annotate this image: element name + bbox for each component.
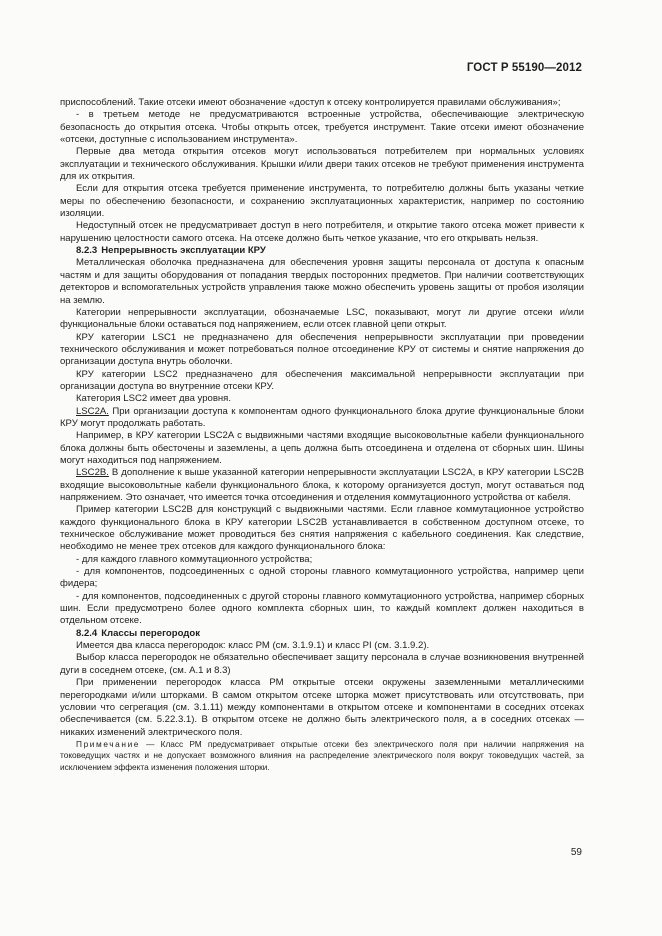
page-body: [60, 97, 584, 773]
paragraph: Недоступный отсек не предусматривает доступ в него потребителя, и открытие такого отсека может привести к нарушению целостности самого отсека. На отсеке должно быть четкое указание, что его открывать нельзя.: [60, 220, 584, 244]
lsc2b-paragraph: [60, 467, 584, 504]
paragraph: Первые два метода открытия отсеков могут использоваться потребителем при нормальных условиях эксплуатации и технического обслуживания. Крышки и/или двери таких отсеков не требуют применения инструмента для их открытия.: [60, 146, 584, 183]
section-number: 8.2.4: [76, 627, 98, 639]
paragraph: КРУ категории LSC1 не предназначено для обеспечения непрерывности эксплуатации при проведении технического обслуживания и может потребоваться полное отсоединение КРУ от системы и снятие напряжения до организации доступа внутрь оболочки.: [60, 331, 584, 368]
paragraph: Пример категории LSC2B для конструкций с выдвижными частями. Если главное коммутационное устройство каждого функционального блока в КРУ категории LSC2B устанавливается в собственном доступном отсеке, то техническое обслуживание может проводиться без снятия напряжения с кабельного соединения. Как следствие, необходимо не менее трех отсеков для каждого функционального блока:: [60, 504, 584, 553]
lsc2b-label: LSC2B.: [76, 467, 109, 479]
paragraph: Если для открытия отсека требуется применение инструмента, то потребителю должны быть указаны четкие меры по обеспечению безопасности, и сохранению эксплуатационных характеристик, например по состоянию изоляции.: [60, 183, 584, 220]
section-heading-8-2-4: [60, 628, 584, 640]
paragraph: Например, в КРУ категории LSC2A с выдвижными частями входящие высоковольтные кабели функционального блока должны быть обесточены и заземлены, а цепь должна быть отсоединена и отделена от сборных шин. Шины могут находиться под напряжением.: [60, 430, 584, 466]
document-header: ГОСТ Р 55190—2012: [466, 62, 582, 74]
note-label: Примечание: [76, 738, 141, 749]
paragraph: КРУ категории LSC2 предназначено для обеспечения максимальной непрерывности эксплуатации при организации доступа во внутренние отсеки КРУ.: [60, 368, 584, 392]
paragraph: приспособлений. Такие отсеки имеют обозначение «доступ к отсеку контролируется правилами обслуживания»;: [60, 97, 561, 108]
page-number: 59: [570, 847, 582, 858]
list-item: - для компонентов, подсоединенных с другой стороны главного коммутационного устройства, например сборных шин. Если предусмотрено более одного комплекта сборных шин, то каждый комплект должен находиться в отдельном отсеке.: [60, 590, 584, 627]
list-item: - для компонентов, подсоединенных с одной стороны главного коммутационного устройства, например цепи фидера;: [60, 566, 584, 590]
paragraph: Выбор класса перегородок не обязательно обеспечивает защиту персонала в случае возникновения внутренней дуги в соседнем отсеке, (см. А.1 и 8.3): [60, 652, 584, 676]
section-title: Классы перегородок: [101, 627, 200, 639]
lsc2b-text: В дополнение к выше указанной категории непрерывности эксплуатации LSC2A, в КРУ категории LSC2B входящие высоковольтные кабели функционального блока, к которому организуется доступ, могут оставаться под напряжением. Это означает, что имеется точка отсоединения и отделения коммутационного устройства от кабеля.: [60, 467, 584, 503]
paragraph: - в третьем методе не предусматриваются встроенные устройства, обеспечивающие электрическую безопасность до открытия отсека. Чтобы открыть отсек, требуется инструмент. Такие отсеки имеют обозначение «отсеки, доступные с использованием инструмента».: [60, 109, 584, 146]
section-number: 8.2.3: [76, 245, 98, 257]
section-heading-8-2-3: [60, 245, 584, 257]
paragraph: Категория LSC2 имеет два уровня.: [76, 393, 231, 405]
lsc2a-text: При организации доступа к компонентам одного функционального блока другие функциональные блоки КРУ могут продолжать работать.: [60, 405, 584, 429]
paragraph: При применении перегородок класса РМ открытые отсеки окружены заземленными металлическими перегородками и/или шторками. В самом открытом отсеке шторка может присутствовать или отсутствовать, при условии что сегрегация (см. 3.1.11) между компонентами в открытом отсеке и компонентами в соседних отсеках обеспечивается (см. 5.22.3.1). В открытом отсеке не должно быть электрического поля, а в соседних отсеках — никаких изменений электрического поля.: [60, 677, 584, 738]
lsc2a-paragraph: [60, 406, 584, 431]
note: [60, 739, 584, 774]
paragraph: Имеется два класса перегородок: класс РМ (см. 3.1.9.1) и класс PI (см. 3.1.9.2).: [76, 640, 430, 652]
lsc2a-label: LSC2A.: [76, 405, 109, 417]
list-item: - для каждого главного коммутационного устройства;: [76, 553, 313, 565]
paragraph: Металлическая оболочка предназначена для обеспечения уровня защиты персонала от доступа к опасным частям и для защиты оборудования от попадания твердых посторонних предметов. При наличии соответствующих детекторов и вспомогательных устройств управления также можно обеспечить уровень защиты от пробоя изоляции на землю.: [60, 257, 584, 306]
paragraph: Категории непрерывности эксплуатации, обозначаемые LSC, показывают, могут ли другие отсеки и/или функциональные блоки оставаться под напряжением, если отсек главной цепи открыт.: [60, 306, 584, 331]
section-title: Непрерывность эксплуатации КРУ: [101, 245, 266, 257]
note-text: — Класс РМ предусматривает открытые отсеки без электрического поля при наличии напряжения на токоведущих частях и не допускает возможного влияния на распределение электрического поля вокруг токоведущих частей, за исключением эффекта изменения положения шторки.: [60, 738, 584, 772]
